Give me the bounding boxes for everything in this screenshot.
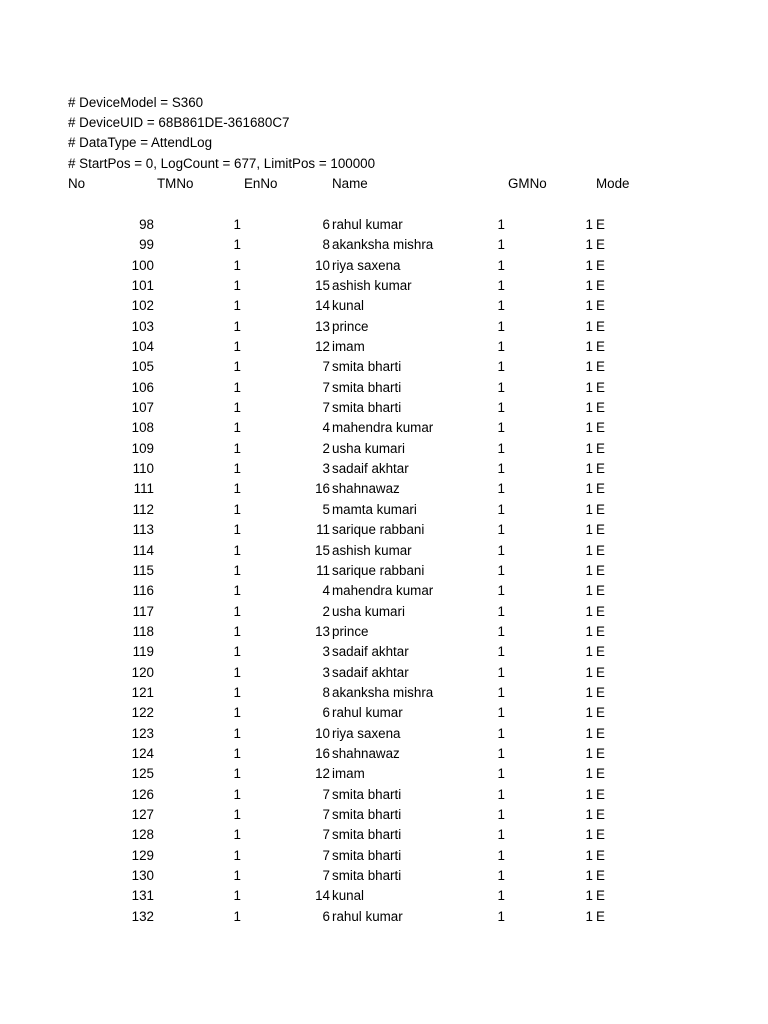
cell-mode: 1 [585, 725, 593, 741]
cell-gmno: 1 [497, 562, 505, 578]
table-row [0, 500, 768, 520]
cell-mode-flag: E [596, 766, 605, 782]
cell-no: 122 [131, 705, 154, 721]
cell-mode: 1 [585, 400, 593, 416]
cell-mode-flag: E [596, 440, 605, 456]
cell-no: 114 [132, 542, 154, 558]
cell-gmno: 1 [497, 684, 505, 700]
cell-enno: 12 [315, 339, 330, 355]
cell-no: 124 [131, 745, 154, 761]
cell-no: 128 [131, 827, 154, 843]
table-row [0, 886, 768, 906]
cell-mode: 1 [585, 522, 593, 538]
cell-tmno: 1 [233, 644, 241, 660]
cell-mode-flag: E [596, 745, 605, 761]
cell-mode: 1 [585, 684, 593, 700]
cell-enno: 11 [316, 522, 330, 538]
cell-gmno: 1 [497, 827, 505, 843]
cell-gmno: 1 [497, 359, 505, 375]
table-row [0, 398, 768, 418]
cell-name: sadaif akhtar [332, 461, 409, 477]
cell-mode: 1 [585, 237, 593, 253]
cell-enno: 6 [322, 705, 330, 721]
cell-enno: 3 [322, 664, 330, 680]
cell-mode-flag: E [596, 217, 605, 232]
cell-name: akanksha mishra [332, 684, 434, 700]
cell-gmno: 1 [497, 583, 505, 599]
cell-gmno: 1 [497, 522, 505, 538]
cell-mode: 1 [585, 623, 593, 639]
cell-mode: 1 [585, 786, 593, 802]
cell-no: 119 [132, 644, 154, 660]
cell-name: smita bharti [332, 847, 402, 863]
table-row [0, 785, 768, 805]
cell-enno: 7 [322, 786, 330, 802]
cell-mode: 1 [585, 868, 593, 883]
table-row [0, 357, 768, 377]
cell-mode-flag: E [596, 623, 605, 639]
cell-name: rahul kumar [332, 705, 403, 721]
cell-name: shahnawaz [332, 481, 400, 497]
cell-mode-flag: E [596, 339, 605, 355]
cell-tmno: 1 [233, 542, 241, 558]
table-row [0, 825, 768, 845]
cell-gmno: 1 [497, 766, 505, 782]
cell-mode: 1 [585, 644, 593, 660]
header-mode: Mode [596, 176, 630, 191]
cell-name: sadaif akhtar [332, 644, 409, 660]
cell-gmno: 1 [497, 501, 505, 517]
table-row [0, 561, 768, 581]
cell-mode: 1 [585, 420, 593, 436]
cell-enno: 7 [322, 847, 330, 863]
cell-mode-flag: E [596, 400, 605, 416]
cell-tmno: 1 [233, 908, 241, 924]
cell-mode: 1 [585, 318, 593, 334]
cell-enno: 14 [315, 298, 330, 314]
cell-enno: 13 [315, 318, 330, 334]
cell-mode-flag: E [596, 379, 605, 395]
table-row [0, 520, 768, 540]
table-row [0, 663, 768, 683]
cell-tmno: 1 [233, 339, 241, 355]
cell-mode-flag: E [596, 806, 605, 822]
cell-mode: 1 [585, 603, 593, 619]
cell-tmno: 1 [233, 440, 241, 456]
cell-mode: 1 [585, 705, 593, 721]
cell-no: 102 [131, 298, 154, 314]
cell-name: smita bharti [332, 827, 402, 843]
cell-name: ashish kumar [332, 278, 412, 294]
cell-mode: 1 [585, 440, 593, 456]
cell-mode: 1 [585, 379, 593, 395]
cell-name: kunal [332, 888, 365, 904]
table-row [0, 276, 768, 296]
cell-enno: 4 [322, 583, 330, 599]
cell-gmno: 1 [497, 318, 505, 334]
cell-tmno: 1 [233, 379, 241, 395]
cell-enno: 7 [322, 827, 330, 843]
cell-no: 115 [132, 562, 154, 578]
cell-gmno: 1 [497, 745, 505, 761]
cell-gmno: 1 [497, 420, 505, 436]
cell-enno: 3 [322, 644, 330, 660]
cell-gmno: 1 [497, 705, 505, 721]
cell-name: usha kumari [332, 440, 405, 456]
cell-tmno: 1 [233, 278, 241, 294]
cell-gmno: 1 [497, 603, 505, 619]
cell-no: 110 [132, 461, 154, 477]
cell-enno: 14 [315, 888, 330, 904]
cell-tmno: 1 [233, 257, 241, 273]
cell-mode-flag: E [596, 542, 605, 558]
table-row [0, 378, 768, 398]
cell-gmno: 1 [497, 400, 505, 416]
cell-gmno: 1 [497, 217, 505, 232]
cell-no: 107 [131, 400, 154, 416]
cell-name: prince [332, 623, 369, 639]
cell-gmno: 1 [497, 440, 505, 456]
table-row [0, 724, 768, 744]
cell-mode: 1 [585, 766, 593, 782]
cell-enno: 2 [322, 603, 330, 619]
cell-enno: 7 [322, 868, 330, 883]
cell-enno: 2 [322, 440, 330, 456]
cell-mode-flag: E [596, 298, 605, 314]
cell-mode: 1 [585, 583, 593, 599]
cell-no: 121 [131, 684, 154, 700]
cell-mode-flag: E [596, 908, 605, 924]
cell-gmno: 1 [497, 278, 505, 294]
cell-enno: 16 [315, 481, 330, 497]
cell-tmno: 1 [233, 766, 241, 782]
cell-tmno: 1 [233, 888, 241, 904]
cell-tmno: 1 [233, 806, 241, 822]
cell-tmno: 1 [233, 562, 241, 578]
cell-mode: 1 [585, 664, 593, 680]
cell-gmno: 1 [497, 257, 505, 273]
meta-device-model: # DeviceModel = S360 [68, 95, 204, 110]
table-row [0, 744, 768, 764]
cell-gmno: 1 [497, 644, 505, 660]
table-row [0, 764, 768, 784]
cell-no: 98 [139, 217, 154, 232]
cell-no: 99 [139, 237, 154, 253]
cell-name: smita bharti [332, 868, 402, 883]
table-row [0, 805, 768, 825]
cell-no: 113 [132, 522, 154, 538]
cell-enno: 3 [322, 461, 330, 477]
cell-mode-flag: E [596, 318, 605, 334]
cell-no: 109 [131, 440, 154, 456]
cell-gmno: 1 [497, 888, 505, 904]
cell-name: rahul kumar [332, 908, 403, 924]
cell-tmno: 1 [233, 745, 241, 761]
cell-gmno: 1 [497, 298, 505, 314]
cell-tmno: 1 [233, 684, 241, 700]
cell-tmno: 1 [233, 359, 241, 375]
cell-tmno: 1 [233, 420, 241, 436]
cell-no: 106 [131, 379, 154, 395]
cell-name: rahul kumar [332, 217, 403, 232]
cell-tmno: 1 [233, 400, 241, 416]
cell-tmno: 1 [233, 705, 241, 721]
cell-name: shahnawaz [332, 745, 400, 761]
cell-name: smita bharti [332, 400, 402, 416]
cell-mode-flag: E [596, 827, 605, 843]
cell-mode-flag: E [596, 888, 605, 904]
cell-mode-flag: E [596, 583, 605, 599]
cell-tmno: 1 [233, 786, 241, 802]
cell-mode: 1 [585, 359, 593, 375]
cell-mode-flag: E [596, 705, 605, 721]
header-tmno: TMNo [157, 176, 194, 191]
header-name: Name [332, 176, 368, 191]
cell-gmno: 1 [497, 542, 505, 558]
table-row [0, 296, 768, 316]
cell-name: sarique rabbani [332, 522, 425, 538]
meta-log-positions: # StartPos = 0, LogCount = 677, LimitPos = 100000 [68, 156, 376, 171]
meta-data-type: # DataType = AttendLog [68, 135, 213, 150]
column-header-row [0, 174, 768, 194]
cell-no: 103 [131, 318, 154, 334]
cell-no: 132 [131, 908, 154, 924]
cell-tmno: 1 [233, 847, 241, 863]
cell-name: akanksha mishra [332, 237, 434, 253]
cell-name: kunal [332, 298, 365, 314]
cell-mode: 1 [585, 257, 593, 273]
cell-no: 126 [131, 786, 154, 802]
header-no: No [68, 176, 86, 191]
cell-tmno: 1 [233, 664, 241, 680]
cell-enno: 12 [315, 766, 330, 782]
cell-name: smita bharti [332, 786, 402, 802]
table-row [0, 459, 768, 479]
table-row [0, 317, 768, 337]
cell-gmno: 1 [497, 623, 505, 639]
table-row [0, 541, 768, 561]
cell-mode: 1 [585, 562, 593, 578]
cell-no: 112 [132, 501, 154, 517]
table-row [0, 703, 768, 723]
cell-gmno: 1 [497, 461, 505, 477]
table-row [0, 683, 768, 703]
cell-enno: 10 [315, 257, 330, 273]
table-row [0, 256, 768, 276]
cell-name: prince [332, 318, 369, 334]
cell-mode: 1 [585, 501, 593, 517]
cell-tmno: 1 [233, 237, 241, 253]
cell-name: sarique rabbani [332, 562, 425, 578]
cell-mode: 1 [585, 278, 593, 294]
table-row [0, 622, 768, 642]
cell-name: ashish kumar [332, 542, 412, 558]
cell-gmno: 1 [497, 806, 505, 822]
cell-enno: 4 [322, 420, 330, 436]
cell-mode-flag: E [596, 725, 605, 741]
cell-tmno: 1 [233, 827, 241, 843]
cell-no: 105 [131, 359, 154, 375]
cell-mode-flag: E [596, 237, 605, 253]
table-row [0, 439, 768, 459]
cell-mode: 1 [585, 339, 593, 355]
cell-enno: 7 [322, 379, 330, 395]
cell-name: riya saxena [332, 257, 401, 273]
cell-enno: 16 [315, 745, 330, 761]
header-enno: EnNo [244, 176, 278, 191]
cell-gmno: 1 [497, 339, 505, 355]
cell-tmno: 1 [233, 461, 241, 477]
cell-mode: 1 [585, 481, 593, 497]
cell-no: 116 [132, 583, 154, 599]
cell-mode-flag: E [596, 664, 605, 680]
cell-gmno: 1 [497, 237, 505, 253]
cell-no: 108 [131, 420, 154, 436]
cell-mode: 1 [585, 806, 593, 822]
cell-mode-flag: E [596, 461, 605, 477]
cell-name: mahendra kumar [332, 583, 434, 599]
cell-enno: 13 [315, 623, 330, 639]
cell-enno: 7 [322, 400, 330, 416]
cell-mode: 1 [585, 745, 593, 761]
table-row [0, 907, 768, 927]
cell-mode: 1 [585, 542, 593, 558]
cell-mode: 1 [585, 847, 593, 863]
cell-mode-flag: E [596, 257, 605, 273]
header-gmno: GMNo [508, 176, 547, 191]
cell-name: imam [332, 766, 365, 782]
cell-mode-flag: E [596, 501, 605, 517]
cell-enno: 10 [315, 725, 330, 741]
cell-tmno: 1 [233, 522, 241, 538]
cell-no: 111 [133, 481, 154, 497]
table-row [0, 866, 768, 886]
cell-mode-flag: E [596, 278, 605, 294]
table-row [0, 602, 768, 622]
cell-no: 101 [131, 278, 154, 294]
cell-mode-flag: E [596, 847, 605, 863]
cell-no: 117 [132, 603, 154, 619]
cell-gmno: 1 [497, 786, 505, 802]
cell-enno: 15 [315, 278, 330, 294]
attendance-log-table [0, 215, 768, 927]
cell-no: 129 [131, 847, 154, 863]
table-row [0, 642, 768, 662]
cell-mode-flag: E [596, 562, 605, 578]
cell-name: usha kumari [332, 603, 405, 619]
cell-mode-flag: E [596, 684, 605, 700]
cell-no: 120 [131, 664, 154, 680]
cell-no: 100 [131, 257, 154, 273]
cell-tmno: 1 [233, 603, 241, 619]
cell-name: smita bharti [332, 806, 402, 822]
cell-name: mahendra kumar [332, 420, 434, 436]
cell-enno: 7 [322, 806, 330, 822]
cell-tmno: 1 [233, 583, 241, 599]
cell-name: imam [332, 339, 365, 355]
cell-tmno: 1 [233, 298, 241, 314]
cell-enno: 7 [322, 359, 330, 375]
cell-no: 130 [131, 868, 154, 883]
table-row [0, 479, 768, 499]
cell-no: 118 [132, 623, 154, 639]
cell-mode-flag: E [596, 359, 605, 375]
table-row [0, 846, 768, 866]
cell-gmno: 1 [497, 725, 505, 741]
cell-tmno: 1 [233, 623, 241, 639]
cell-no: 125 [131, 766, 154, 782]
cell-no: 104 [131, 339, 154, 355]
cell-no: 127 [131, 806, 154, 822]
cell-mode: 1 [585, 217, 593, 232]
cell-mode: 1 [585, 827, 593, 843]
cell-name: mamta kumari [332, 501, 417, 517]
table-row [0, 581, 768, 601]
cell-enno: 6 [322, 217, 330, 232]
cell-mode-flag: E [596, 522, 605, 538]
cell-enno: 11 [316, 562, 330, 578]
cell-mode-flag: E [596, 481, 605, 497]
cell-name: smita bharti [332, 359, 402, 375]
cell-enno: 15 [315, 542, 330, 558]
cell-tmno: 1 [233, 725, 241, 741]
meta-device-uid: # DeviceUID = 68B861DE-361680C7 [68, 115, 290, 130]
cell-mode: 1 [585, 908, 593, 924]
cell-gmno: 1 [497, 908, 505, 924]
table-row [0, 418, 768, 438]
cell-gmno: 1 [497, 664, 505, 680]
table-row [0, 337, 768, 357]
table-row [0, 235, 768, 255]
cell-mode-flag: E [596, 644, 605, 660]
cell-mode-flag: E [596, 868, 605, 883]
cell-mode: 1 [585, 298, 593, 314]
cell-no: 123 [131, 725, 154, 741]
cell-gmno: 1 [497, 847, 505, 863]
cell-enno: 8 [322, 684, 330, 700]
cell-name: smita bharti [332, 379, 402, 395]
cell-gmno: 1 [497, 379, 505, 395]
cell-tmno: 1 [233, 481, 241, 497]
cell-tmno: 1 [233, 501, 241, 517]
cell-mode-flag: E [596, 603, 605, 619]
table-row [0, 215, 768, 235]
cell-mode: 1 [585, 461, 593, 477]
cell-tmno: 1 [233, 318, 241, 334]
cell-gmno: 1 [497, 868, 505, 883]
cell-no: 131 [131, 888, 154, 904]
cell-gmno: 1 [497, 481, 505, 497]
cell-enno: 8 [322, 237, 330, 253]
cell-enno: 6 [322, 908, 330, 924]
cell-enno: 5 [322, 501, 330, 517]
cell-name: sadaif akhtar [332, 664, 409, 680]
cell-mode-flag: E [596, 786, 605, 802]
cell-tmno: 1 [233, 868, 241, 883]
cell-tmno: 1 [233, 217, 241, 232]
cell-mode: 1 [585, 888, 593, 904]
cell-mode-flag: E [596, 420, 605, 436]
cell-name: riya saxena [332, 725, 401, 741]
